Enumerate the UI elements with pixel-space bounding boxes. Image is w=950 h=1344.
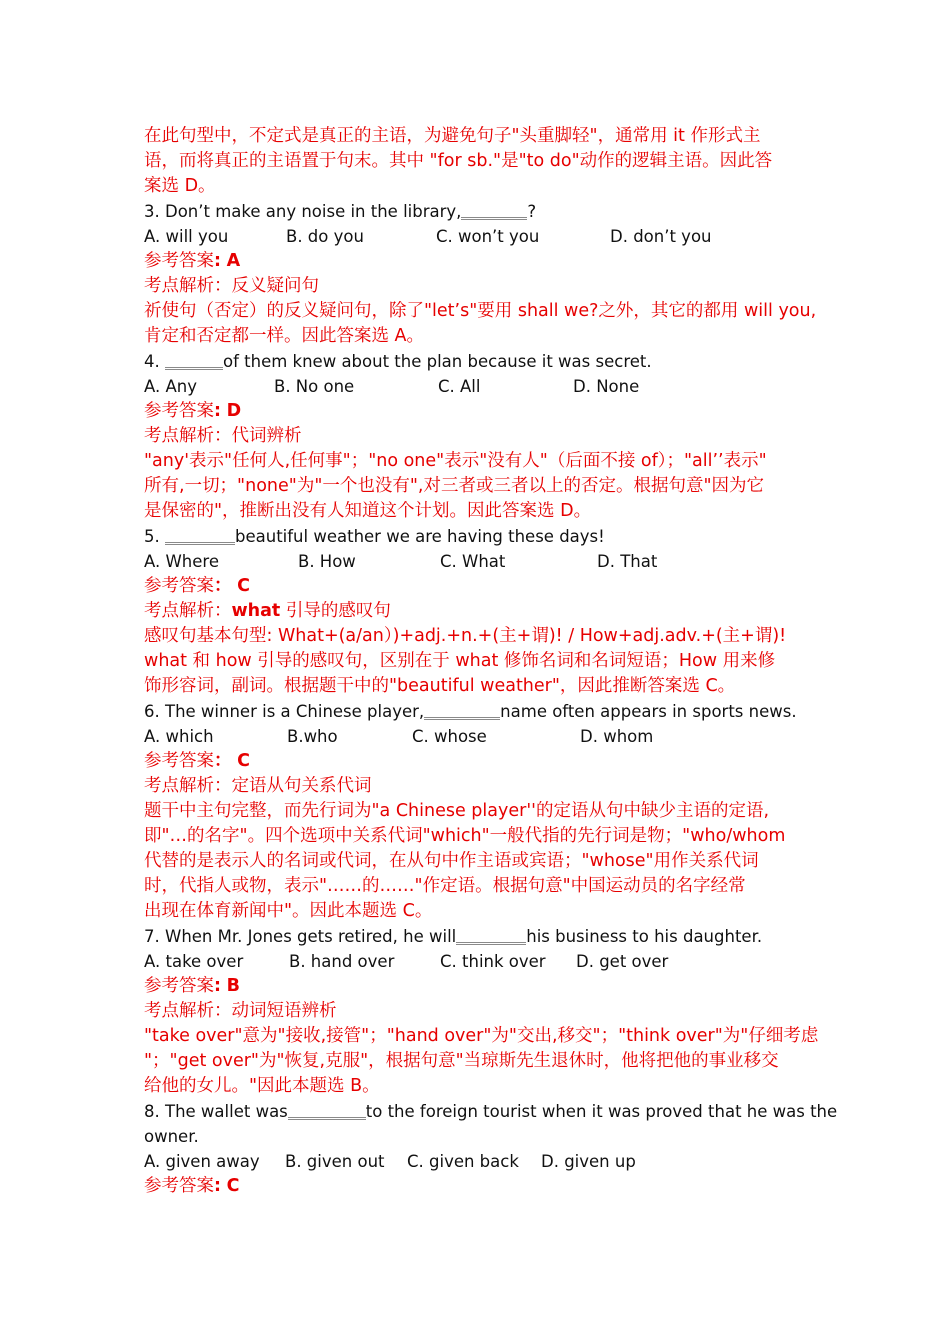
answer-value: A bbox=[226, 251, 241, 271]
answer-value: C bbox=[237, 751, 250, 771]
answer-label: 参考答案 bbox=[144, 401, 214, 421]
option-b: B. How bbox=[298, 552, 356, 571]
question-text: The wallet was bbox=[165, 1102, 288, 1121]
option-d: D. get over bbox=[576, 952, 669, 971]
explanation-line: "any'表示"任何人,任何事"；"no one"表示"没有人"（后面不接 of）；"all’’表示" bbox=[144, 451, 767, 471]
option-a: A. given away bbox=[144, 1152, 260, 1171]
option-a: A. Where bbox=[144, 552, 219, 571]
option-a: A. will you bbox=[144, 227, 229, 246]
question-7-point: 考点解析：动词短语辨析 bbox=[144, 1001, 337, 1021]
option-b: B. do you bbox=[286, 227, 364, 246]
question-4-point: 考点解析：代词辨析 bbox=[144, 426, 302, 446]
answer-blank bbox=[288, 1099, 366, 1120]
question-7-options bbox=[144, 949, 824, 974]
question-text: The winner is a Chinese player, bbox=[165, 702, 425, 721]
option-b: B.who bbox=[287, 727, 338, 746]
document-page bbox=[144, 124, 838, 1199]
question-8-answer bbox=[144, 1174, 824, 1199]
explanation-line: "；"get over"为"恢复,克服"，根据句意"当琼斯先生退休时，他将把他的事业移交 bbox=[144, 1051, 779, 1071]
question-text: Don’t make any noise in the library, bbox=[165, 202, 462, 221]
answer-label: 参考答案 bbox=[144, 1176, 214, 1196]
question-5-stem bbox=[144, 524, 824, 549]
answer-label: 参考答案 bbox=[144, 976, 214, 996]
explanation-line: "take over"意为"接收,接管"；"hand over"为"交出,移交"；"think over"为"仔细考虑 bbox=[144, 1026, 819, 1046]
option-c: C. given back bbox=[407, 1152, 519, 1171]
option-c: C. All bbox=[438, 377, 481, 396]
question-6-point: 考点解析：定语从句关系代词 bbox=[144, 776, 372, 796]
answer-blank bbox=[461, 199, 527, 220]
question-6-options bbox=[144, 724, 824, 749]
question-3-stem bbox=[144, 199, 824, 224]
option-a: A. which bbox=[144, 727, 214, 746]
explanation-line: 祈使句（否定）的反义疑问句，除了"let’s"要用 shall we?之外，其它的都用 will you, bbox=[144, 301, 817, 321]
question-number: 8. bbox=[144, 1102, 160, 1121]
answer-separator: : bbox=[214, 251, 221, 271]
explanation-line: 是保密的"，推断出没有人知道这个计划。因此答案选 D。 bbox=[144, 501, 592, 521]
intro-line: 语，而将真正的主语置于句末。其中 "for sb."是"to do"动作的逻辑主语。因此答 bbox=[144, 151, 773, 171]
answer-blank bbox=[424, 699, 500, 720]
answer-separator: : bbox=[214, 401, 221, 421]
point-keyword: what bbox=[231, 601, 281, 621]
question-6-answer bbox=[144, 749, 824, 774]
answer-separator: ： bbox=[214, 751, 232, 771]
question-5-answer bbox=[144, 574, 824, 599]
option-a: A. Any bbox=[144, 377, 197, 396]
explanation-line: 代替的是表示人的名词或代词，在从句中作主语或宾语；"whose"用作关系代词 bbox=[144, 851, 759, 871]
explanation-line: 时，代指人或物，表示"……的……"作定语。根据句意"中国运动员的名字经常 bbox=[144, 876, 746, 896]
option-c: C. won’t you bbox=[436, 227, 540, 246]
explanation-line: 饰形容词，副词。根据题干中的"beautiful weather"，因此推断答案选 C。 bbox=[144, 676, 736, 696]
question-number: 4. bbox=[144, 352, 160, 371]
point-prefix: 考点解析： bbox=[144, 601, 232, 621]
answer-separator: : bbox=[214, 976, 221, 996]
intro-line: 在此句型中，不定式是真正的主语，为避免句子"头重脚轻"，通常用 it 作形式主 bbox=[144, 126, 761, 146]
question-number: 6. bbox=[144, 702, 160, 721]
question-text: his business to his daughter. bbox=[526, 927, 763, 946]
question-5-options bbox=[144, 549, 824, 574]
answer-label: 参考答案 bbox=[144, 251, 214, 271]
question-number: 7. bbox=[144, 927, 160, 946]
explanation-line: 肯定和否定都一样。因此答案选 A。 bbox=[144, 326, 425, 346]
explanation-line: 感叹句基本句型: What+(a/an）)+adj.+n.+(主+谓)! / How+adj.adv.+(主+谓)! bbox=[144, 626, 787, 646]
answer-value: B bbox=[226, 976, 240, 996]
question-3-point: 考点解析：反义疑问句 bbox=[144, 276, 319, 296]
option-d: D. That bbox=[597, 552, 658, 571]
question-7-answer bbox=[144, 974, 824, 999]
question-3-answer bbox=[144, 249, 824, 274]
answer-blank bbox=[165, 524, 235, 545]
question-7-stem bbox=[144, 924, 824, 949]
question-6-stem bbox=[144, 699, 824, 724]
explanation-line: 所有,一切；"none"为"一个也没有",对三者或三者以上的否定。根据句意"因为它 bbox=[144, 476, 765, 496]
explanation-line: 题干中主句完整，而先行词为"a Chinese player''的定语从句中缺少主语的定语, bbox=[144, 801, 770, 821]
question-text: of them knew about the plan because it was secret. bbox=[223, 352, 652, 371]
answer-label: 参考答案 bbox=[144, 576, 214, 596]
question-8-stem bbox=[144, 1099, 838, 1124]
question-3-options bbox=[144, 224, 824, 249]
answer-separator: : bbox=[214, 1176, 221, 1196]
option-c: C. What bbox=[440, 552, 506, 571]
question-5-point bbox=[144, 599, 824, 624]
intro-line: 案选 D。 bbox=[144, 176, 216, 196]
answer-separator: ： bbox=[214, 576, 232, 596]
question-8-options bbox=[144, 1149, 824, 1174]
option-d: D. None bbox=[573, 377, 640, 396]
option-c: C. think over bbox=[440, 952, 546, 971]
question-text: to the foreign tourist when it was proved that he was the bbox=[365, 1102, 838, 1121]
answer-blank bbox=[165, 349, 223, 370]
option-b: B. No one bbox=[274, 377, 355, 396]
option-c: C. whose bbox=[412, 727, 487, 746]
question-number: 5. bbox=[144, 527, 160, 546]
question-text: name often appears in sports news. bbox=[500, 702, 797, 721]
question-text: beautiful weather we are having these days! bbox=[235, 527, 605, 546]
explanation-line: 出现在体育新闻中"。因此本题选 C。 bbox=[144, 901, 433, 921]
option-d: D. don’t you bbox=[610, 227, 712, 246]
answer-value: C bbox=[237, 576, 250, 596]
explanation-line: 给他的女儿。"因此本题选 B。 bbox=[144, 1076, 380, 1096]
option-a: A. take over bbox=[144, 952, 244, 971]
question-number: 3. bbox=[144, 202, 160, 221]
explanation-line: what 和 how 引导的感叹句，区别在于 what 修饰名词和名词短语；How 用来修 bbox=[144, 651, 776, 671]
answer-blank bbox=[456, 924, 526, 945]
question-4-answer bbox=[144, 399, 824, 424]
point-suffix: 引导的感叹句 bbox=[280, 601, 391, 621]
answer-value: D bbox=[226, 401, 242, 421]
question-4-stem bbox=[144, 349, 824, 374]
answer-label: 参考答案 bbox=[144, 751, 214, 771]
option-b: B. given out bbox=[285, 1152, 385, 1171]
answer-value: C bbox=[226, 1176, 240, 1196]
option-d: D. given up bbox=[541, 1152, 636, 1171]
question-8-stem-continued: owner. bbox=[144, 1127, 199, 1146]
explanation-line: 即"…的名字"。四个选项中关系代词"which"一般代指的先行词是物；"who/whom bbox=[144, 826, 786, 846]
option-b: B. hand over bbox=[289, 952, 395, 971]
question-text: ? bbox=[527, 202, 537, 221]
question-4-options bbox=[144, 374, 824, 399]
question-text: When Mr. Jones gets retired, he will bbox=[165, 927, 457, 946]
option-d: D. whom bbox=[580, 727, 654, 746]
